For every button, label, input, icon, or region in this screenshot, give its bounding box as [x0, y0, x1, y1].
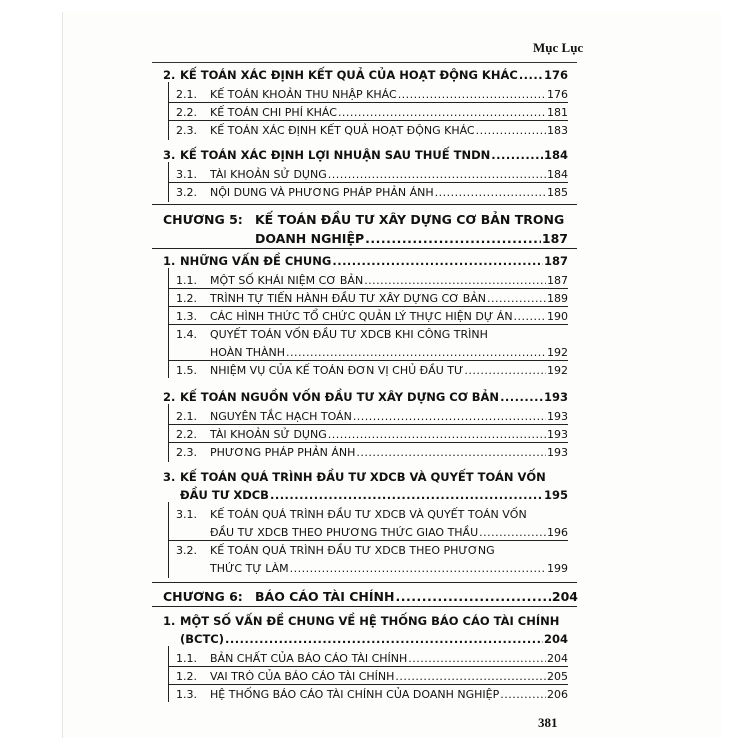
page-number: 199: [547, 562, 568, 575]
toc-entry[interactable]: 2. KẾ TOÁN NGUỒN VỐN ĐẦU TƯ XÂY DỰNG CƠ BẢN ..... 193: [163, 390, 568, 404]
page-number: 193: [543, 390, 568, 404]
page-number: 176: [547, 88, 568, 101]
toc-entry-cont[interactable]: ĐẦU TƯ XDCB THEO PHƯƠNG THỨC GIAO THẦU ..... 196: [210, 526, 568, 539]
page-number: 184: [543, 148, 568, 162]
toc-entry[interactable]: 3. KẾ TOÁN XÁC ĐỊNH LỢI NHUẬN SAU THUẾ TNDN ..... 184: [163, 148, 568, 162]
chapter-heading[interactable]: CHƯƠNG 5: KẾ TOÁN ĐẦU TƯ XÂY DỰNG CƠ BẢN TRONG: [163, 212, 565, 227]
toc-entry-cont[interactable]: HOÀN THÀNH ..... 192: [210, 346, 568, 359]
toc-entry[interactable]: 3.1. KẾ TOÁN QUÁ TRÌNH ĐẦU TƯ XDCB VÀ QUYẾT TOÁN VỐN: [176, 508, 527, 521]
toc-entry[interactable]: 2.3. KẾ TOÁN XÁC ĐỊNH KẾT QUẢ HOẠT ĐỘNG KHÁC ..... 183: [176, 124, 568, 137]
toc-entry[interactable]: 1. NHỮNG VẤN ĐỀ CHUNG ..... 187: [163, 254, 568, 268]
page-number-footer: 381: [538, 715, 558, 730]
page-number: 176: [543, 68, 568, 82]
toc-entry[interactable]: 2.1. KẾ TOÁN KHOẢN THU NHẬP KHÁC ..... 176: [176, 88, 568, 101]
page-number: 184: [547, 168, 568, 181]
section-rule: [152, 606, 577, 607]
page-number: 204: [547, 652, 568, 665]
page-number: 205: [547, 670, 568, 683]
tree-line: [168, 424, 568, 425]
tree-line: [168, 182, 568, 183]
page-number: 190: [547, 310, 568, 323]
section-rule: [152, 248, 577, 249]
toc-entry[interactable]: 3.1. TÀI KHOẢN SỬ DỤNG ..... 184: [176, 168, 568, 181]
toc-entry[interactable]: 3.2. KẾ TOÁN QUÁ TRÌNH ĐẦU TƯ XDCB THEO PHƯƠNG: [176, 544, 495, 557]
tree-line: [168, 102, 568, 103]
toc-entry[interactable]: 1. MỘT SỐ VẤN ĐỀ CHUNG VỀ HỆ THỐNG BÁO CÁO TÀI CHÍNH: [163, 614, 560, 628]
toc-entry[interactable]: 2.3. PHƯƠNG PHÁP PHẢN ÁNH ..... 193: [176, 446, 568, 459]
toc-entry[interactable]: 1.2. TRÌNH TỰ TIẾN HÀNH ĐẦU TƯ XÂY DỰNG CƠ BẢN ..... 189: [176, 292, 568, 305]
page-number: 187: [543, 254, 568, 268]
toc-entry[interactable]: 2.2. TÀI KHOẢN SỬ DỤNG ..... 193: [176, 428, 568, 441]
toc-entry[interactable]: 1.4. QUYẾT TOÁN VỐN ĐẦU TƯ XDCB KHI CÔNG TRÌNH: [176, 328, 488, 341]
toc-entry[interactable]: 2. KẾ TOÁN XÁC ĐỊNH KẾT QUẢ CỦA HOẠT ĐỘNG KHÁC ..... 176: [163, 68, 568, 82]
tree-line: [168, 442, 568, 443]
page-number: 204: [551, 589, 578, 604]
tree-line: [168, 306, 568, 307]
page-number: 193: [547, 410, 568, 423]
tree-line: [168, 684, 568, 685]
page-number: 185: [547, 186, 568, 199]
toc-entry[interactable]: 2.2. KẾ TOÁN CHI PHÍ KHÁC ..... 181: [176, 106, 568, 119]
page-number: 189: [547, 292, 568, 305]
page-number: 206: [547, 688, 568, 701]
page-number: 183: [547, 124, 568, 137]
toc-entry[interactable]: 3.2. NỘI DUNG VÀ PHƯƠNG PHÁP PHẢN ÁNH ..... 185: [176, 186, 568, 199]
toc-entry[interactable]: 1.2. VAI TRÒ CỦA BÁO CÁO TÀI CHÍNH ..... 205: [176, 670, 568, 683]
page-number: 196: [547, 526, 568, 539]
page-number: 192: [547, 364, 568, 377]
page-number: 193: [547, 428, 568, 441]
toc-entry-cont[interactable]: ĐẦU TƯ XDCB ..... 195: [180, 488, 568, 502]
tree-line: [168, 288, 568, 289]
toc-entry[interactable]: 1.5. NHIỆM VỤ CỦA KẾ TOÁN ĐƠN VỊ CHỦ ĐẦU TƯ ..... 192: [176, 364, 568, 377]
chapter-heading-cont[interactable]: DOANH NGHIỆP ..... 187: [255, 231, 568, 246]
tree-line: [168, 646, 169, 702]
page-number: 195: [543, 488, 568, 502]
tree-line: [168, 404, 169, 462]
page-header: Mục Lục: [533, 40, 584, 55]
page-number: 204: [543, 632, 568, 646]
toc-entry[interactable]: 1.1. BẢN CHẤT CỦA BÁO CÁO TÀI CHÍNH ..... 204: [176, 652, 568, 665]
tree-line: [168, 324, 568, 325]
tree-line: [168, 120, 568, 121]
page-number: 193: [547, 446, 568, 459]
tree-line: [168, 82, 169, 140]
page-number: 187: [547, 274, 568, 287]
section-rule: [152, 582, 577, 583]
toc-entry-cont[interactable]: (BCTC) ..... 204: [180, 632, 568, 646]
section-rule: [152, 204, 577, 205]
toc-entry[interactable]: 2.1. NGUYÊN TẮC HẠCH TOÁN ..... 193: [176, 410, 568, 423]
tree-line: [168, 360, 568, 361]
toc-entry[interactable]: 1.3. CÁC HÌNH THỨC TỔ CHỨC QUẢN LÝ THỰC HIỆN DỰ ÁN ..... 190: [176, 310, 568, 323]
chapter-heading[interactable]: CHƯƠNG 6: BÁO CÁO TÀI CHÍNH ..... 204: [163, 589, 578, 604]
page-number: 181: [547, 106, 568, 119]
page-number: 192: [547, 346, 568, 359]
toc-entry[interactable]: 1.1. MỘT SỐ KHÁI NIỆM CƠ BẢN ..... 187: [176, 274, 568, 287]
tree-line: [168, 268, 169, 378]
tree-line: [168, 666, 568, 667]
header-rule: [152, 62, 577, 63]
toc-entry[interactable]: 1.3. HỆ THỐNG BÁO CÁO TÀI CHÍNH CỦA DOANH NGHIỆP ..... 206: [176, 688, 568, 701]
tree-line: [168, 540, 568, 541]
page-number: 187: [541, 231, 568, 246]
toc-entry[interactable]: 3. KẾ TOÁN QUÁ TRÌNH ĐẦU TƯ XDCB VÀ QUYẾT TOÁN VỐN: [163, 470, 546, 484]
toc-entry-cont[interactable]: THỨC TỰ LÀM ..... 199: [210, 562, 568, 575]
